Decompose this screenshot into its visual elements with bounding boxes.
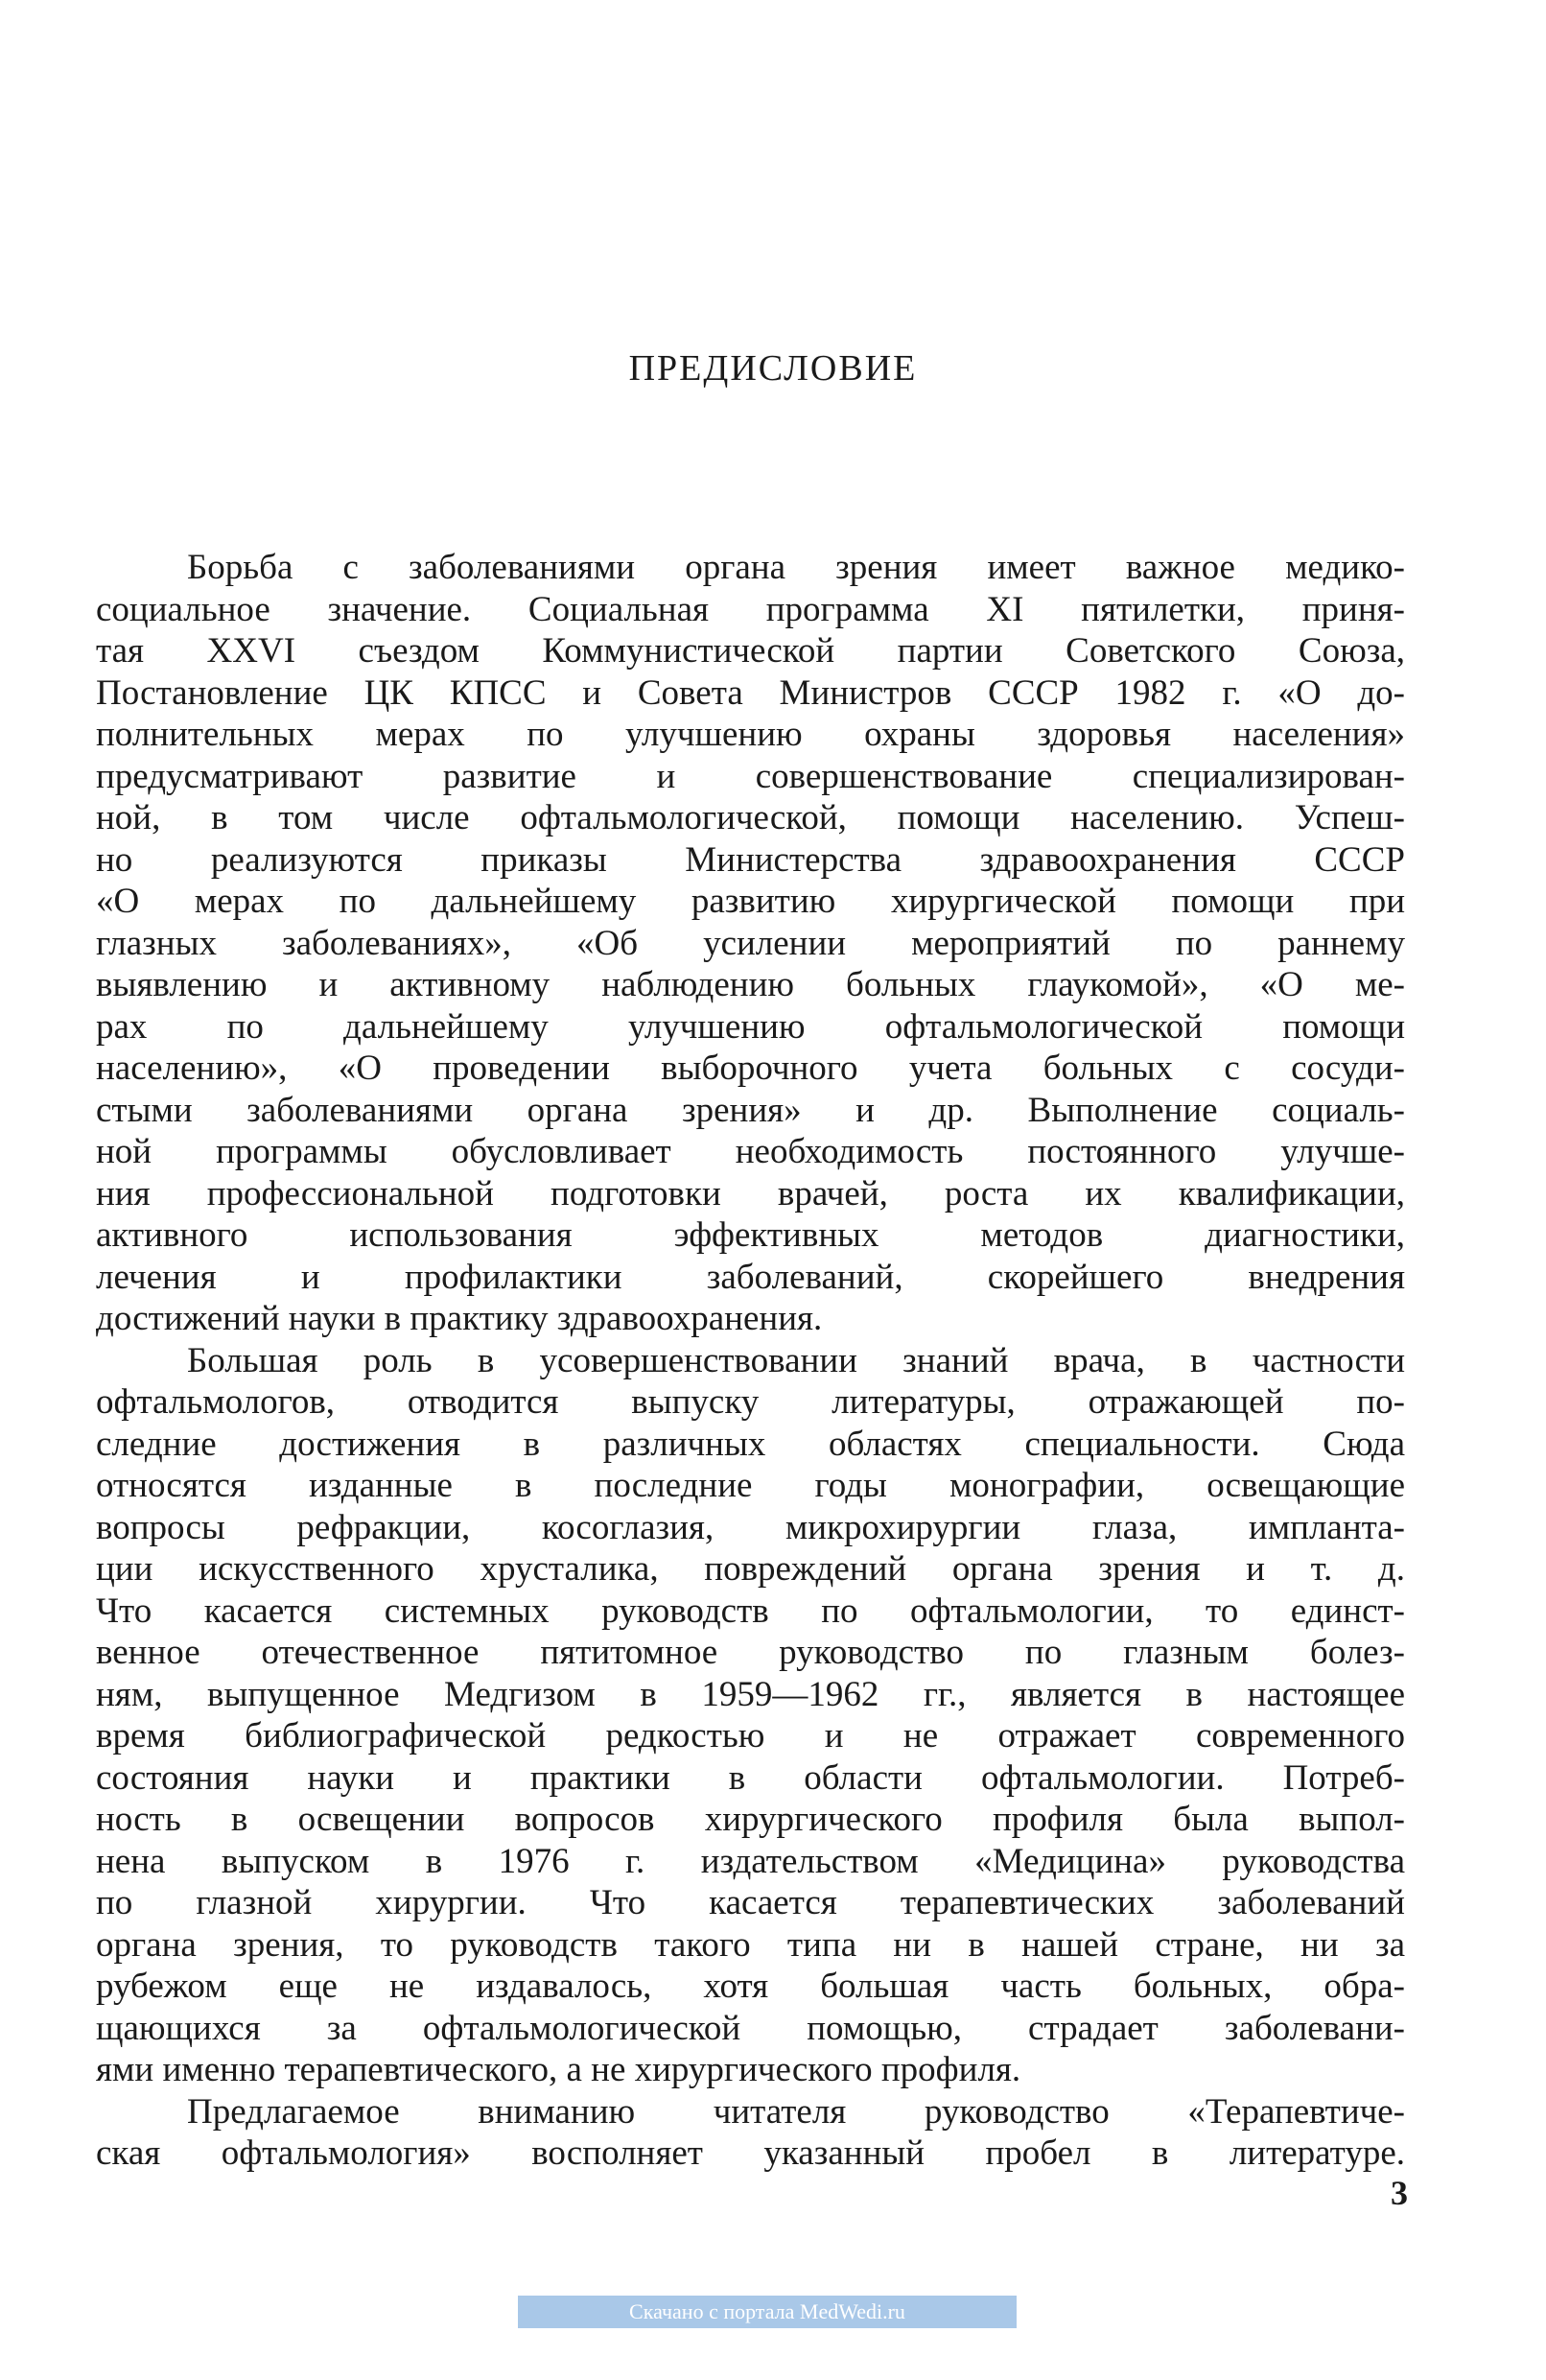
text-line: ния профессиональной подготовки врачей, роста их квалификации, — [96, 1173, 1405, 1214]
text-line: населению», «О проведении выборочного учета больных с сосуди- — [96, 1049, 1405, 1088]
text-line: «О мерах по дальнейшему развитию хирургической помощи при — [96, 882, 1405, 921]
text-line: вопросы рефракции, косоглазия, микрохирургии глаза, импланта- — [96, 1507, 1405, 1547]
text-line: Что касается системных руководств по офтальмологии, то единст- — [96, 1591, 1405, 1631]
text-line: ции искусственного хрусталика, повреждений органа зрения и т. д. — [96, 1549, 1405, 1589]
text-line: глазных заболеваниях», «Об усилении мероприятий по раннему — [96, 923, 1405, 963]
page-title: ПРЕДИСЛОВИЕ — [628, 348, 918, 389]
text-line: но реализуются приказы Министерства здравоохранения СССР — [96, 839, 1405, 880]
text-line: щающихся за офтальмологической помощью, страдает заболевани- — [96, 2008, 1405, 2048]
text-line: следние достижения в различных областях специальности. Сюда — [96, 1424, 1405, 1464]
text-line: рах по дальнейшему улучшению офтальмологической помощи — [96, 1006, 1405, 1047]
text-line: активного использования эффективных методов диагностики, — [96, 1215, 1405, 1255]
text-line: Большая роль в усовершенствовании знаний врача, в частности — [187, 1340, 1405, 1380]
text-line: ной программы обусловливает необходимость постоянного улучше- — [96, 1132, 1405, 1171]
text-line: ням, выпущенное Медгизом в 1959—1962 гг., является в настоящее — [96, 1674, 1405, 1714]
text-line: Постановление ЦК КПСС и Совета Министров СССР 1982 г. «О до- — [96, 672, 1405, 713]
text-line: тая XXVI съездом Коммунистической партии Советского Союза, — [96, 631, 1405, 671]
text-line: выявлению и активному наблюдению больных глаукомой», «О ме- — [96, 965, 1405, 1004]
text-line: достижений науки в практику здравоохранения. — [96, 1299, 823, 1338]
text-line: по глазной хирургии. Что касается терапевтических заболеваний — [96, 1883, 1405, 1922]
text-line: время библиографической редкостью и не отражает современного — [96, 1716, 1405, 1756]
text-line: ями именно терапевтического, а не хирургического профиля. — [96, 2050, 1021, 2089]
text-line: состояния науки и практики в области офтальмологии. Потреб- — [96, 1757, 1405, 1798]
preface-text — [96, 547, 1405, 2175]
text-line: предусматривают развитие и совершенствование специализирован- — [96, 756, 1405, 796]
page-number: 3 — [1391, 2174, 1408, 2212]
text-line: Предлагаемое вниманию читателя руководство «Терапевтиче- — [187, 2091, 1405, 2132]
text-line: венное отечественное пятитомное руководство по глазным болез- — [96, 1633, 1405, 1672]
text-line: социальное значение. Социальная программа XI пятилетки, приня- — [96, 589, 1405, 629]
text-line: Борьба с заболеваниями органа зрения имеет важное медико- — [187, 548, 1405, 587]
text-line: полнительных мерах по улучшению охраны здоровья населения» — [96, 715, 1405, 754]
text-line: относятся изданные в последние годы монографии, освещающие — [96, 1466, 1405, 1505]
text-line: ность в освещении вопросов хирургического профиля была выпол- — [96, 1800, 1405, 1839]
text-line: офтальмологов, отводится выпуску литературы, отражающей по- — [96, 1382, 1405, 1422]
text-line: органа зрения, то руководств такого типа ни в нашей стране, ни за — [96, 1924, 1405, 1965]
text-line: стыми заболеваниями органа зрения» и др. Выполнение социаль- — [96, 1090, 1405, 1130]
text-line: нена выпуском в 1976 г. издательством «Медицина» руководства — [96, 1841, 1405, 1881]
source-watermark-banner: Скачано с портала MedWedi.ru — [518, 2296, 1017, 2328]
text-line: лечения и профилактики заболеваний, скорейшего внедрения — [96, 1257, 1405, 1297]
text-line: ская офтальмология» восполняет указанный пробел в литературе. — [96, 2133, 1405, 2173]
text-line: рубежом еще не издавалось, хотя большая часть больных, обра- — [96, 1967, 1405, 2006]
text-line: ной, в том числе офтальмологической, помощи населению. Успеш- — [96, 798, 1405, 837]
